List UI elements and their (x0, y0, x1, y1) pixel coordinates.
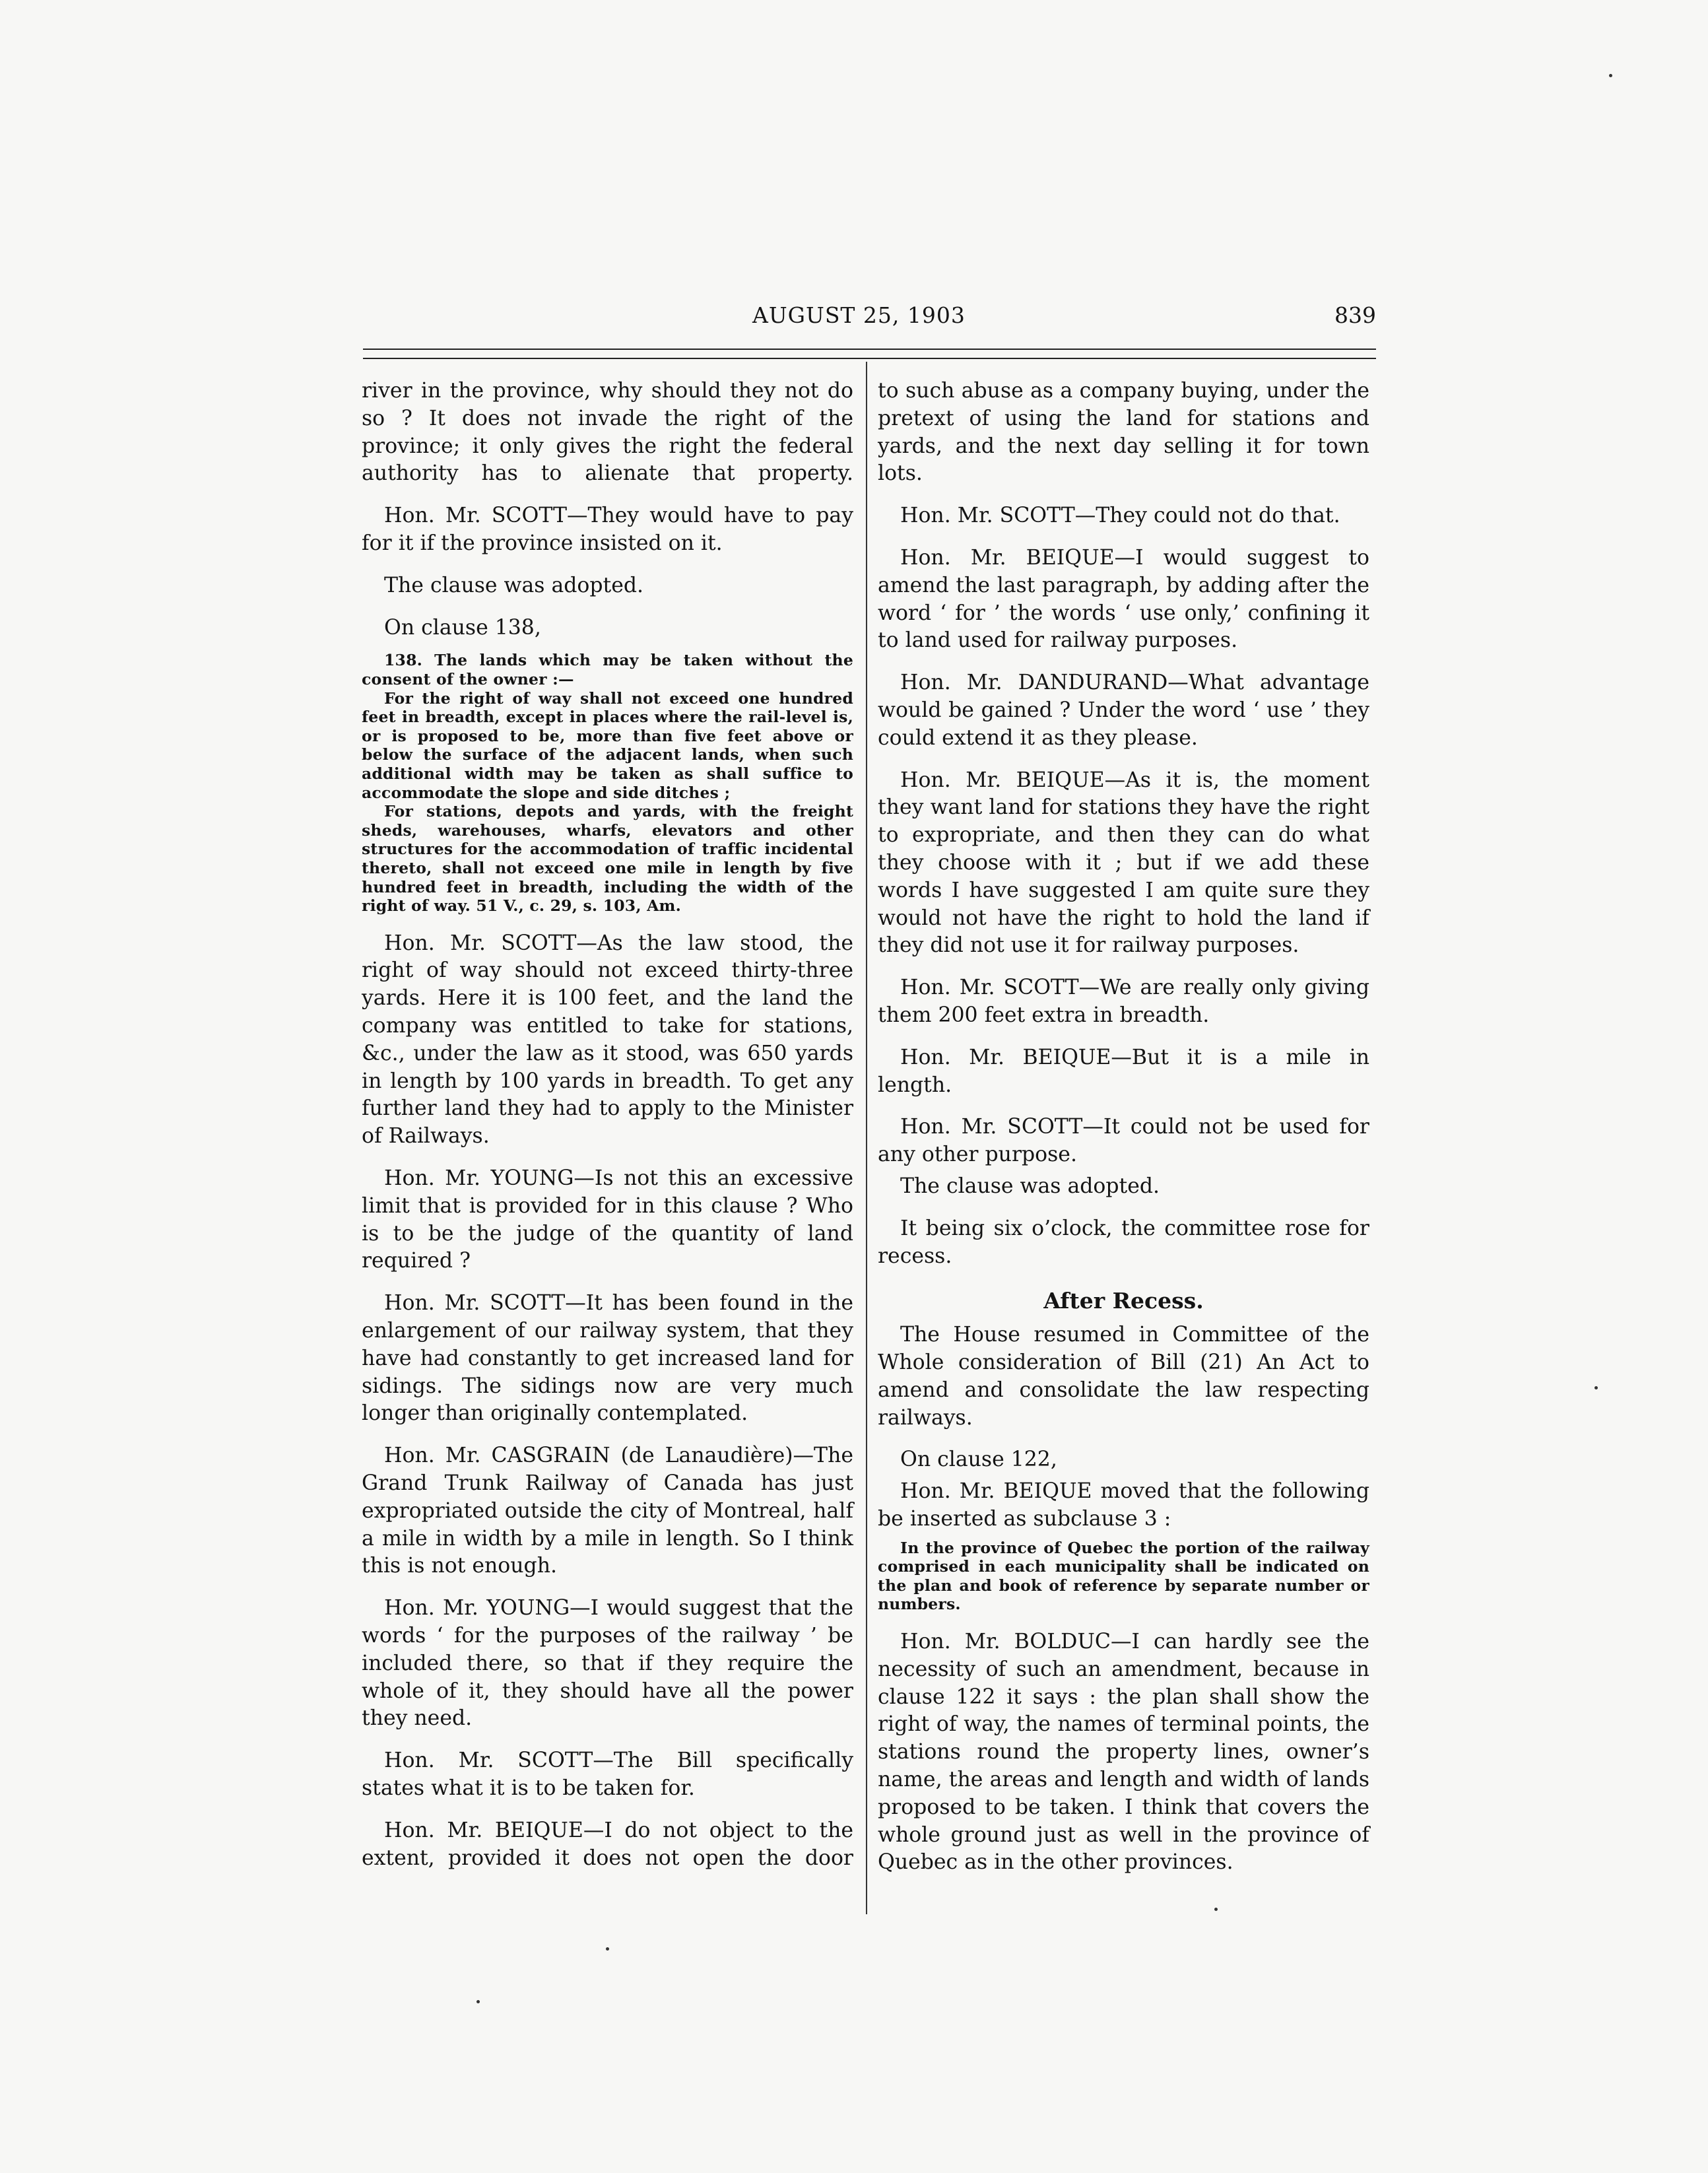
speech-paragraph: Hon. Mr. SCOTT—It has been found in the enlargement of our railway system, that they have had constantly to get increased land for sidings. The sidings now are very much longer than originally contemplated. (362, 1291, 853, 1426)
clause-text: In the province of Quebec the portion of the railway comprised in each municipality shall be indicated on the plan and book of reference by separate number or numbers. (878, 1538, 1369, 1614)
paragraph: The clause was adopted. (384, 573, 644, 597)
header-date: AUGUST 25, 1903 (752, 302, 966, 328)
speech-paragraph: Hon. Mr. SCOTT—As the law stood, the right of way should not exceed thirty-three yards. Here it is 100 feet, and the land the company was entitled to take for stations, &c., under the law as it stood, was 650 yards in length by 100 yards in breadth. To get any further land they had to apply to the Minister of Railways. (362, 931, 853, 1149)
speech-paragraph: Hon. Mr. CASGRAIN (de Lanaudière)—The Grand Trunk Railway of Canada has just expropriated outside the city of Montreal, half a mile in width by a mile in length. So I think this is not enough. (362, 1444, 853, 1578)
column-divider (866, 362, 867, 1914)
speech-paragraph: Hon. Mr. BEIQUE—As it is, the moment they want land for stations they have the right to expropriate, and then they can do what they choose with it ; but if we add these words I have suggested I am quite sure they would not have the right to hold the land if they did not use it for railway purposes. (878, 768, 1369, 958)
paragraph: On clause 138, (384, 615, 541, 640)
paragraph: On clause 122, (900, 1448, 1057, 1472)
scan-speck (1214, 1908, 1218, 1911)
speech-paragraph: Hon. Mr. SCOTT—We are really only giving them 200 feet extra in breadth. (878, 976, 1369, 1027)
page-header (363, 302, 1376, 333)
header-rule-bottom (363, 358, 1376, 359)
paragraph: river in the province, why should they not do so ? It does not invade the right of the province; it only gives the right the federal authority has to alienate that property. (362, 379, 853, 486)
speech-paragraph: Hon. Mr. BEIQUE—I would suggest to amend the last paragraph, by adding after the word ‘ for ’ the words ‘ use only,’ confining it to land used for railway purposes. (878, 545, 1369, 653)
page-number: 839 (1334, 302, 1376, 328)
section-heading: After Recess. (1043, 1288, 1204, 1314)
speech-paragraph: Hon. Mr. SCOTT—They would have to pay for it if the province insisted on it. (362, 504, 853, 555)
speech-paragraph: Hon. Mr. SCOTT—It could not be used for any other purpose. (878, 1115, 1369, 1167)
paragraph: to such abuse as a company buying, under the pretext of using the land for stations and yards, and the next day selling it for town lots. (878, 379, 1369, 486)
header-rule-top (363, 349, 1376, 350)
speech-paragraph: Hon. Mr. DANDURAND—What advantage would be gained ? Under the word ‘ use ’ they could extend it as they please. (878, 671, 1369, 750)
speech-paragraph: Hon. Mr. BEIQUE—But it is a mile in length. (878, 1045, 1369, 1097)
speech-paragraph: Hon. Mr. BEIQUE—I do not object to the extent, provided it does not open the door (362, 1818, 853, 1870)
speech-paragraph: Hon. Mr. BOLDUC—I can hardly see the necessity of such an amendment, because in clause 122 it says : the plan shall show the right of way, the names of terminal points, the stations round the property lines, owner’s name, the areas and length and width of lands proposed to be taken. I think that covers the whole ground just as well in the province of Quebec as in the other provinces. (878, 1630, 1369, 1875)
scan-speck (606, 1947, 609, 1951)
speech-paragraph: Hon. Mr. BEIQUE moved that the following be inserted as subclause 3 : (878, 1479, 1369, 1531)
paragraph: The House resumed in Committee of the Whole consideration of Bill (21) An Act to amend and consolidate the law respecting railways. (878, 1323, 1369, 1430)
right-column (878, 378, 1369, 1877)
clause-text: For stations, depots and yards, with the freight sheds, warehouses, wharfs, elevators and other structures for the accommodation of traffic incidental thereto, shall not exceed one mile in length by five hundred feet in breadth, including the width of the right of way. 51 V., c. 29, s. 103, Am. (362, 802, 853, 916)
speech-paragraph: Hon. Mr. SCOTT—The Bill specifically states what it is to be taken for. (362, 1749, 853, 1800)
clause-text: 138. The lands which may be taken without the consent of the owner :— (362, 651, 853, 688)
paragraph: The clause was adopted. (900, 1174, 1160, 1198)
scan-speck (1609, 74, 1612, 77)
scan-speck (476, 2000, 480, 2003)
speech-paragraph: Hon. Mr. SCOTT—They could not do that. (900, 504, 1340, 528)
scan-speck (1594, 1386, 1598, 1389)
left-column (362, 378, 853, 1872)
paragraph: It being six o’clock, the committee rose for recess. (878, 1216, 1369, 1268)
clause-text: For the right of way shall not exceed one hundred feet in breadth, except in places where the rail-level is, or is proposed to be, more than five feet above or below the surface of the adjacent lands, when such additional width may be taken as shall suffice to accommodate the slope and side ditches ; (362, 688, 853, 802)
speech-paragraph: Hon. Mr. YOUNG—I would suggest that the words ‘ for the purposes of the railway ’ be included there, so that if they require the whole of it, they should have all the power they need. (362, 1596, 853, 1731)
speech-paragraph: Hon. Mr. YOUNG—Is not this an excessive limit that is provided for in this clause ? Who is to be the judge of the quantity of land required ? (362, 1166, 853, 1273)
